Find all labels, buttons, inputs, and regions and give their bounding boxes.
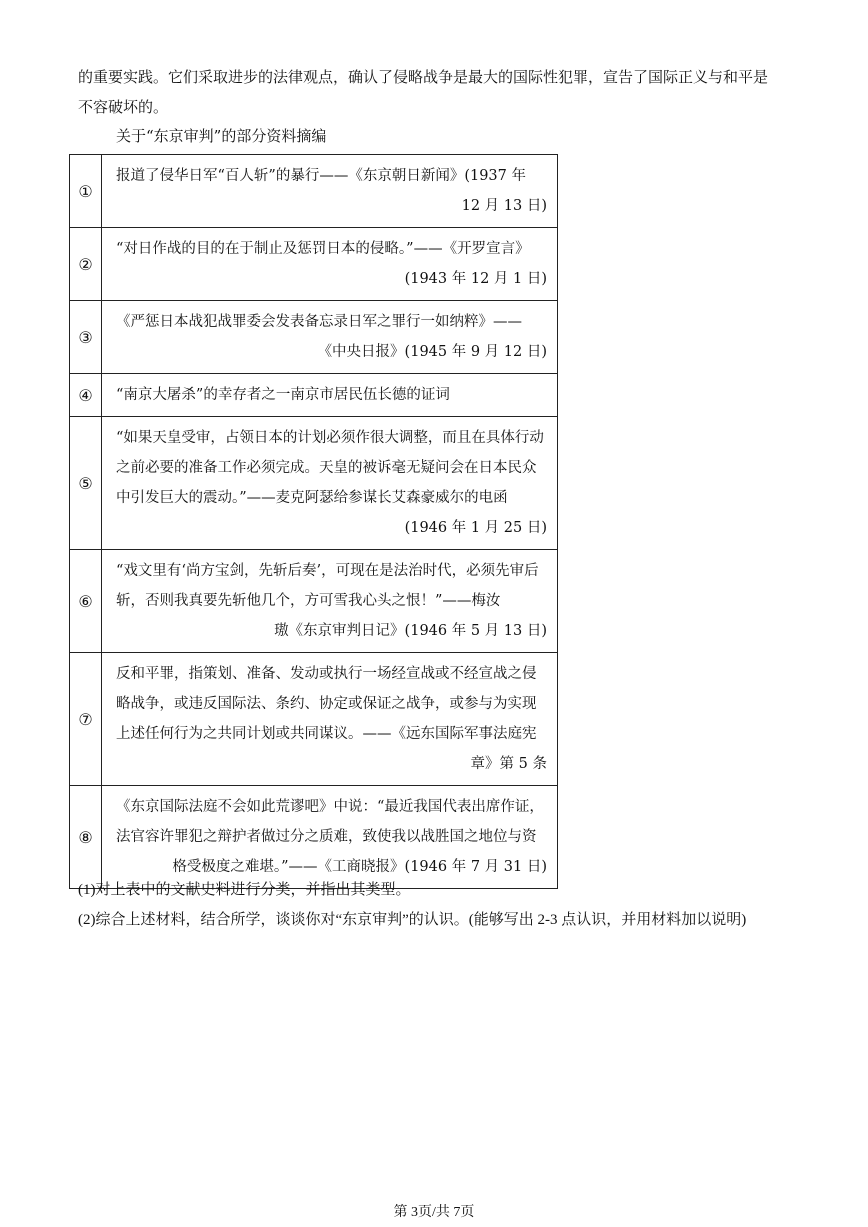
row-number: ③ <box>70 301 102 374</box>
question-1: (1)对上表中的文献史料进行分类，并指出其类型。 <box>78 882 411 898</box>
row-main-text: 报道了侵华日军“百人斩”的暴行——《东京朝日新闻》(1937 年 <box>116 168 526 184</box>
row-tail-text: 璈《东京审判日记》(1946 年 5 月 13 日) <box>274 623 547 639</box>
row-tail-text: 章》第 5 条 <box>470 756 547 772</box>
row-text <box>102 155 558 228</box>
row-main-text: 反和平罪，指策划、准备、发动或执行一场经宣战或不经宣战之侵略战争，或违反国际法、条约、协定或保证之战争，或参与为实现上述任何行为之共同计划或共同谋议。——《远东国际军事法庭宪 <box>116 666 537 742</box>
row-main-text: “对日作战的目的在于制止及惩罚日本的侵略。”——《开罗宣言》 <box>116 241 530 257</box>
table-row <box>70 228 558 301</box>
row-tail-text: 格受极度之难堪。”——《工商晓报》(1946 年 7 月 31 日) <box>172 859 547 875</box>
question-2: (2)综合上述材料，结合所学，谈谈你对“东京审判”的认识。(能够写出 2-3 点认识，并用材料加以说明) <box>78 912 747 928</box>
table-row <box>70 155 558 228</box>
row-text <box>102 228 558 301</box>
row-text <box>102 374 558 417</box>
row-text <box>102 653 558 786</box>
row-tail-text: 《中央日报》(1945 年 9 月 12 日) <box>317 344 547 360</box>
row-text <box>102 417 558 550</box>
row-number: ⑦ <box>70 653 102 786</box>
table-row <box>70 301 558 374</box>
source-table <box>69 154 558 889</box>
table-row <box>70 417 558 550</box>
row-number: ② <box>70 228 102 301</box>
row-tail-text: (1946 年 1 月 25 日) <box>404 520 547 536</box>
table-row <box>70 550 558 653</box>
row-number: ④ <box>70 374 102 417</box>
table-row <box>70 653 558 786</box>
intro-paragraph <box>78 62 790 122</box>
intro-line-1: 的重要实践。它们采取进步的法律观点，确认了侵略战争是最大的国际性犯罪，宣告了国际正义与和平是 <box>78 68 769 86</box>
table-row <box>70 374 558 417</box>
row-main-text: 《东京国际法庭不会如此荒谬吧》中说：“最近我国代表出席作证，法官容许罪犯之辩护者做过分之质难，致使我以战胜国之地位与资 <box>116 799 544 845</box>
row-tail-text: 12 月 13 日) <box>461 198 547 214</box>
row-main-text: “南京大屠杀”的幸存者之一南京市居民伍长德的证词 <box>116 387 450 403</box>
row-main-text: 《严惩日本战犯战罪委会发表备忘录日军之罪行一如纳粹》—— <box>116 314 522 330</box>
table-row <box>70 786 558 889</box>
row-number: ⑥ <box>70 550 102 653</box>
intro-line-2: 不容破坏的。 <box>78 98 169 116</box>
row-main-text: “戏文里有‘尚方宝剑，先斩后奏’，可现在是法治时代，必须先审后斩，否则我真要先斩他几个，方可雪我心头之恨！”——梅汝 <box>116 563 539 609</box>
row-text <box>102 786 558 889</box>
page-footer: 第 3页/共 7页 <box>393 1205 475 1220</box>
row-text <box>102 550 558 653</box>
row-number: ⑤ <box>70 417 102 550</box>
table-caption: 关于“东京审判”的部分资料摘编 <box>116 127 327 145</box>
row-tail-text: (1943 年 12 月 1 日) <box>404 271 547 287</box>
row-number: ⑧ <box>70 786 102 889</box>
row-main-text: “如果天皇受审，占领日本的计划必须作很大调整，而且在具体行动之前必要的准备工作必须完成。天皇的被诉毫无疑问会在日本民众中引发巨大的震动。”——麦克阿瑟给参谋长艾森豪威尔的电函 <box>116 430 544 506</box>
row-number: ① <box>70 155 102 228</box>
row-text <box>102 301 558 374</box>
